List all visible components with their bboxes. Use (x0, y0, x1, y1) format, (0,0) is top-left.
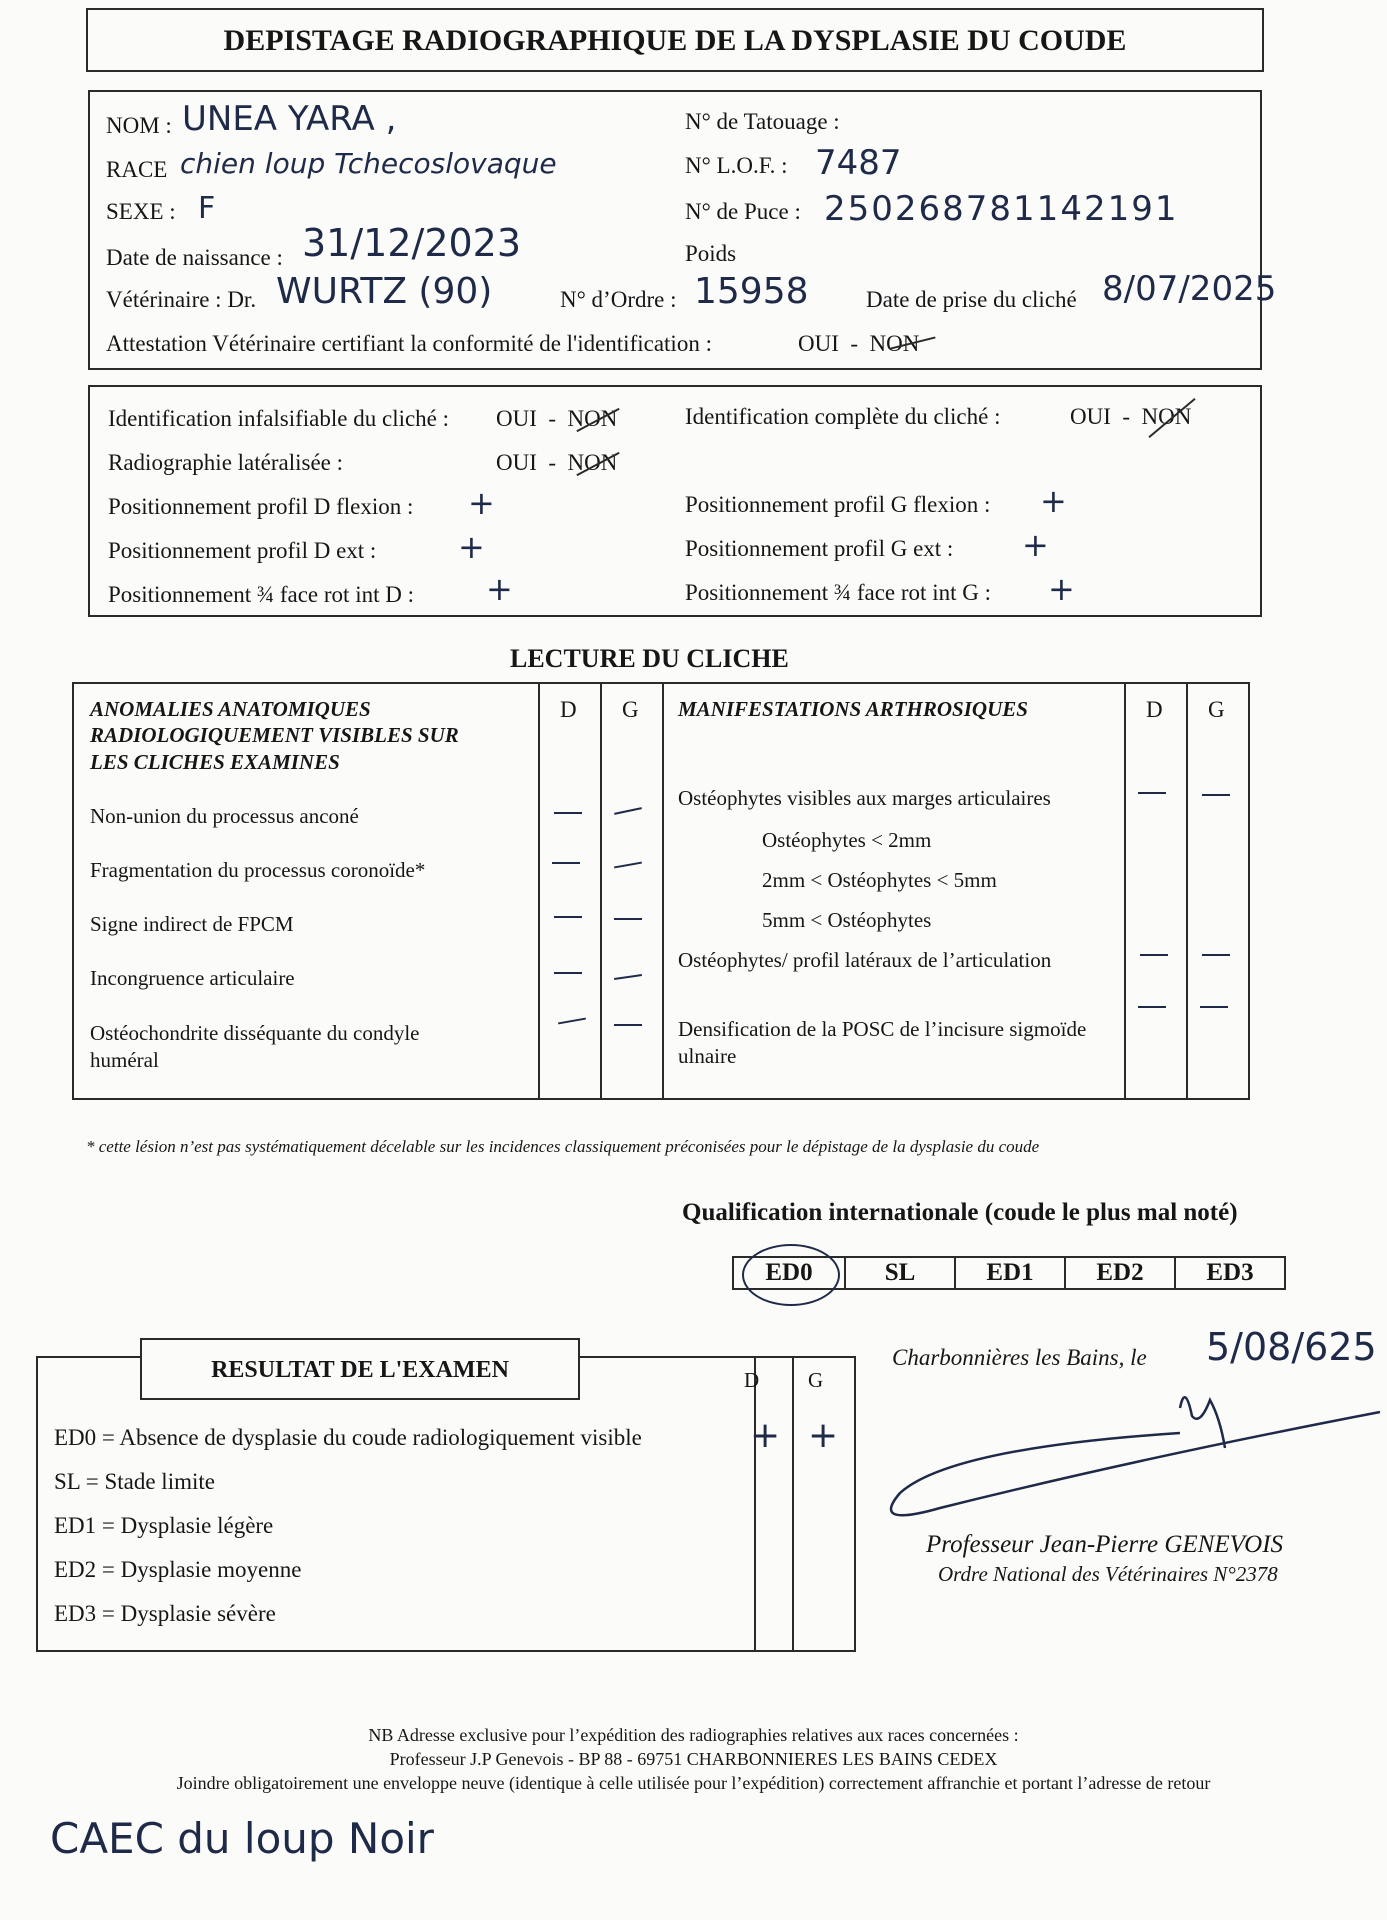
infalsifiable-options: OUI - NON (496, 406, 618, 431)
dash-mark (614, 1024, 642, 1026)
table-row: Ostéophytes visibles aux marges articulaires (678, 786, 1051, 810)
pos-g-face-mark: + (1048, 570, 1075, 608)
resultat-col-g: G (808, 1368, 824, 1392)
pos-d-flexion-mark: + (468, 484, 495, 522)
resultat-line: ED2 = Dysplasie moyenne (54, 1557, 302, 1582)
date-cliche-label: Date de prise du cliché (866, 287, 1077, 312)
lof-label: N° L.O.F. : (685, 153, 788, 178)
grade-ed1: ED1 (954, 1258, 1064, 1288)
poids-label: Poids (685, 241, 737, 266)
dash-mark (614, 807, 642, 815)
dash-mark (614, 862, 642, 869)
page-title: DEPISTAGE RADIOGRAPHIQUE DE LA DYSPLASIE DU COUDE (223, 24, 1127, 57)
resultat-col-d: D (744, 1368, 760, 1392)
resultat-mark-d: + (750, 1415, 781, 1456)
attestation-label: Attestation Vétérinaire certifiant la conformité de l'identification : (106, 331, 712, 356)
ordre-label: N° d’Ordre : (560, 287, 677, 312)
puce-value: 250268781142191 (824, 189, 1179, 229)
footer-line2: Professeur J.P Genevois - BP 88 - 69751 CHARBONNIERES LES BAINS CEDEX (389, 1749, 998, 1769)
infalsifiable-label: Identification infalsifiable du cliché : (108, 406, 450, 431)
grade-ed2: ED2 (1064, 1258, 1174, 1288)
naissance-label: Date de naissance : (106, 245, 283, 270)
footnote: * cette lésion n’est pas systématiquement décelable sur les incidences classiquement préconisées pour le dépistage de la dysplasie du coude (86, 1137, 1040, 1156)
dash-mark (614, 974, 642, 980)
sexe-value: F (198, 191, 216, 226)
col-g-right: G (1208, 697, 1225, 722)
pos-d-ext-mark: + (458, 528, 485, 566)
resultat-line: ED0 = Absence de dysplasie du coude radiologiquement visible (54, 1425, 642, 1450)
resultat-title-box (140, 1338, 580, 1400)
signature-scribble (880, 1388, 1387, 1538)
dash-mark (614, 918, 642, 920)
table-row: Ostéophytes < 2mm (762, 828, 932, 852)
signature-name: Professeur Jean-Pierre GENEVOIS (926, 1531, 1284, 1558)
table-row: 5mm < Ostéophytes (762, 908, 932, 932)
table-row: Ostéochondrite disséquante du condyle huméral (90, 1021, 420, 1073)
grade-ed0: ED0 (765, 1259, 813, 1286)
table-row: Signe indirect de FPCM (90, 912, 294, 936)
pos-g-flexion-mark: + (1040, 482, 1067, 520)
attestation-options: OUI - NON (798, 331, 920, 356)
table-row: 2mm < Ostéophytes < 5mm (762, 868, 997, 892)
identity-box (88, 90, 1277, 370)
col-d-left: D (560, 697, 577, 722)
col-d-right: D (1146, 697, 1163, 722)
lof-value: 7487 (815, 143, 902, 183)
dash-mark (1138, 792, 1166, 794)
resultat-title: RESULTAT DE L'EXAMEN (211, 1357, 509, 1383)
pos-d-ext-label: Positionnement profil D ext : (108, 538, 377, 563)
footer-line1: NB Adresse exclusive pour l’expédition des radiographies relatives aux races concernées : (368, 1725, 1019, 1745)
pos-d-flexion-label: Positionnement profil D flexion : (108, 494, 414, 519)
pos-g-face-label: Positionnement ¾ face rot int G : (685, 580, 991, 605)
tatouage-label: N° de Tatouage : (685, 109, 840, 134)
anomalies-header: ANOMALIES ANATOMIQUES RADIOLOGIQUEMENT VISIBLES SUR LES CLICHES EXAMINES (90, 697, 459, 774)
dash-mark (554, 972, 582, 974)
signature-place: Charbonnières les Bains, le (892, 1345, 1147, 1370)
race-value: chien loup Tchecoslovaque (180, 147, 557, 180)
grade-ed3: ED3 (1174, 1258, 1284, 1288)
checks-box (88, 385, 1262, 617)
footer-line3: Joindre obligatoirement une enveloppe neuve (identique à celle utilisée pour l’expédition) correctement affranchie et portant l’adresse de retour (176, 1773, 1211, 1793)
dash-mark (1138, 1006, 1166, 1008)
date-cliche-value: 8/07/2025 (1102, 269, 1277, 309)
dash-mark (1140, 954, 1168, 956)
nom-label: NOM : (106, 113, 172, 138)
lateralisee-label: Radiographie latéralisée : (108, 450, 344, 475)
dash-mark (1202, 794, 1230, 796)
col-g-left: G (622, 697, 639, 722)
sexe-label: SEXE : (106, 199, 176, 224)
naissance-value: 31/12/2023 (302, 221, 522, 265)
lateralisee-options: OUI - NON (496, 450, 618, 475)
resultat-box (36, 1356, 856, 1652)
dash-mark (1200, 1006, 1228, 1008)
complete-label: Identification complète du cliché : (685, 404, 1001, 429)
footer-handwritten: CAEC du loup Noir (50, 1814, 434, 1863)
lecture-table (72, 682, 1250, 1100)
nom-value: UNEA YARA , (182, 99, 397, 139)
table-row: Non-union du processus anconé (90, 804, 359, 828)
resultat-line: SL = Stade limite (54, 1469, 215, 1494)
resultat-mark-g: + (808, 1415, 839, 1456)
table-row: Incongruence articulaire (90, 966, 295, 990)
table-row: Densification de la POSC de l’incisure sigmoïde ulnaire (678, 1017, 1087, 1069)
pos-d-face-label: Positionnement ¾ face rot int D : (108, 582, 414, 607)
complete-options: OUI - NON (1070, 404, 1192, 429)
signature-date: 5/08/625 (1206, 1325, 1377, 1369)
title-box (86, 8, 1264, 72)
arthrosiques-header: MANIFESTATIONS ARTHROSIQUES (678, 697, 1028, 721)
table-row: Fragmentation du processus coronoïde* (90, 858, 426, 882)
qualification-grades (732, 1256, 1286, 1290)
ordre-value: 15958 (694, 271, 809, 312)
grade-sl: SL (844, 1258, 954, 1288)
pos-g-flexion-label: Positionnement profil G flexion : (685, 492, 991, 517)
signature-order: Ordre National des Vétérinaires N°2378 (938, 1562, 1278, 1586)
dash-mark (1202, 954, 1230, 956)
lecture-title: LECTURE DU CLICHE (510, 644, 789, 673)
dash-mark (554, 916, 582, 918)
pos-g-ext-label: Positionnement profil G ext : (685, 536, 954, 561)
pos-g-ext-mark: + (1022, 526, 1049, 564)
resultat-line: ED3 = Dysplasie sévère (54, 1601, 276, 1626)
dash-mark (554, 812, 582, 814)
dash-mark (552, 862, 580, 864)
table-row: Ostéophytes/ profil latéraux de l’articulation (678, 948, 1052, 972)
dash-mark (558, 1018, 586, 1025)
qualification-title: Qualification internationale (coude le plus mal noté) (682, 1199, 1238, 1226)
selected-grade-circle (742, 1244, 840, 1306)
pos-d-face-mark: + (486, 570, 513, 608)
puce-label: N° de Puce : (685, 199, 801, 224)
resultat-line: ED1 = Dysplasie légère (54, 1513, 274, 1538)
veterinaire-label: Vétérinaire : Dr. (106, 287, 257, 312)
race-label: RACE (106, 157, 168, 182)
veterinaire-value: WURTZ (90) (276, 271, 493, 312)
